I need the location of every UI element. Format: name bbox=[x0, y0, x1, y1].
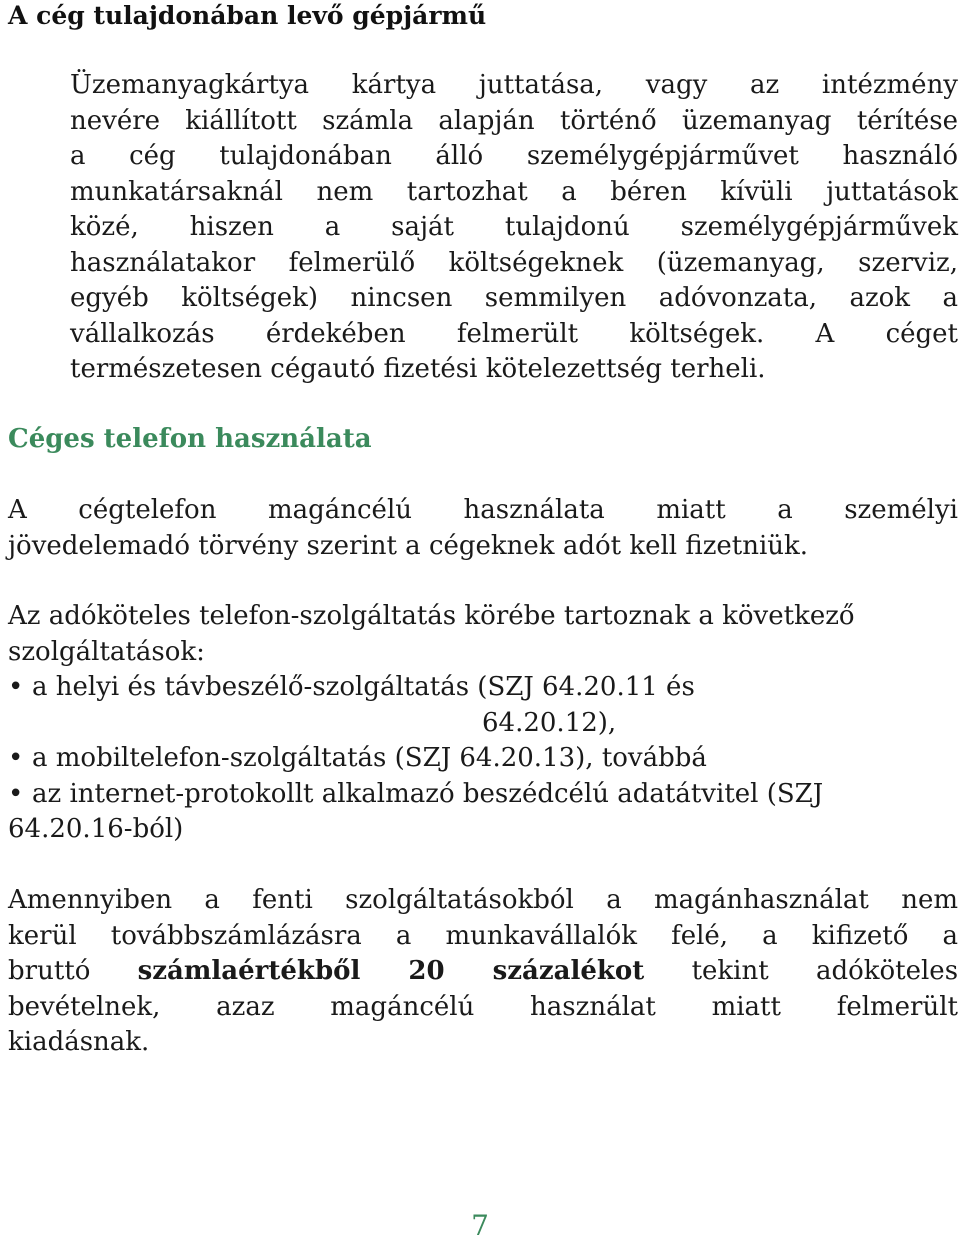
text-line: a cég tulajdonában álló személygépjárművet használó bbox=[70, 141, 958, 171]
text-fragment: tekint adóköteles bbox=[691, 956, 959, 986]
text-line: kerül továbbszámlázásra a munkavállalók felé, a kifizető a bbox=[8, 920, 958, 951]
text-line: Az adóköteles telefon-szolgáltatás körébe tartoznak a következő bbox=[8, 601, 855, 631]
list-item-text: a helyi és távbeszélő-szolgáltatás (SZJ 64.20.11 és bbox=[32, 672, 695, 702]
paragraph-company-car bbox=[70, 68, 958, 388]
list-item-text: az internet-protokollt alkalmazó beszédcélú adatátvitel (SZJ bbox=[32, 778, 824, 809]
text-line: egyéb költségek) nincsen semmilyen adóvonzata, azok a bbox=[70, 283, 958, 313]
bullet-icon: • bbox=[8, 672, 24, 702]
text-line: vállalkozás érdekében felmerült költségek. A céget bbox=[70, 318, 958, 349]
section-title: Céges telefon használata bbox=[8, 424, 372, 454]
bullet-icon: • bbox=[8, 743, 24, 773]
text-line: kiadásnak. bbox=[8, 1027, 150, 1057]
text-line: közé, hiszen a saját tulajdonú személygépjárművek bbox=[70, 212, 958, 242]
page-heading: A cég tulajdonában levő gépjármű bbox=[8, 1, 487, 30]
emphasized-text: számlaértékből 20 százalékot bbox=[137, 956, 645, 986]
paragraph-phone-tax bbox=[8, 493, 958, 564]
bullet-icon: • bbox=[8, 778, 24, 809]
text-line: munkatársaknál nem tartozhat a béren kívüli juttatások bbox=[70, 176, 958, 207]
paragraph-gross-value bbox=[8, 883, 958, 1061]
text-line: Amennyiben a fenti szolgáltatásokból a magánhasználat nem bbox=[8, 885, 958, 915]
list-item bbox=[8, 777, 958, 813]
text-line: természetesen cégautó fizetési kötelezettség terheli. bbox=[70, 354, 766, 384]
page-number: 7 bbox=[471, 1209, 489, 1242]
text-line: jövedelemadó törvény szerint a cégeknek adót kell fizetniük. bbox=[8, 530, 809, 561]
text-line: Üzemanyagkártya kártya juttatása, vagy az intézmény bbox=[70, 70, 958, 100]
list-item-text: a mobiltelefon-szolgáltatás (SZJ 64.20.13), továbbá bbox=[32, 743, 707, 773]
paragraph-services-list bbox=[8, 599, 958, 848]
list-item-continuation: 64.20.12), bbox=[482, 707, 617, 738]
text-line: nevére kiállított számla alapján történő üzemanyag térítése bbox=[70, 105, 958, 136]
list-item bbox=[8, 670, 958, 706]
text-line-mixed bbox=[8, 954, 958, 990]
text-line: szolgáltatások: bbox=[8, 636, 205, 667]
text-line: használatakor felmerülő költségeknek (üzemanyag, szerviz, bbox=[70, 247, 958, 278]
list-item-continuation: 64.20.16-ból) bbox=[8, 814, 184, 844]
list-item bbox=[8, 741, 958, 777]
text-line: A cégtelefon magáncélú használata miatt a személyi bbox=[8, 495, 958, 525]
text-fragment: bruttó bbox=[8, 956, 91, 986]
text-line: bevételnek, azaz magáncélú használat miatt felmerült bbox=[8, 991, 958, 1022]
